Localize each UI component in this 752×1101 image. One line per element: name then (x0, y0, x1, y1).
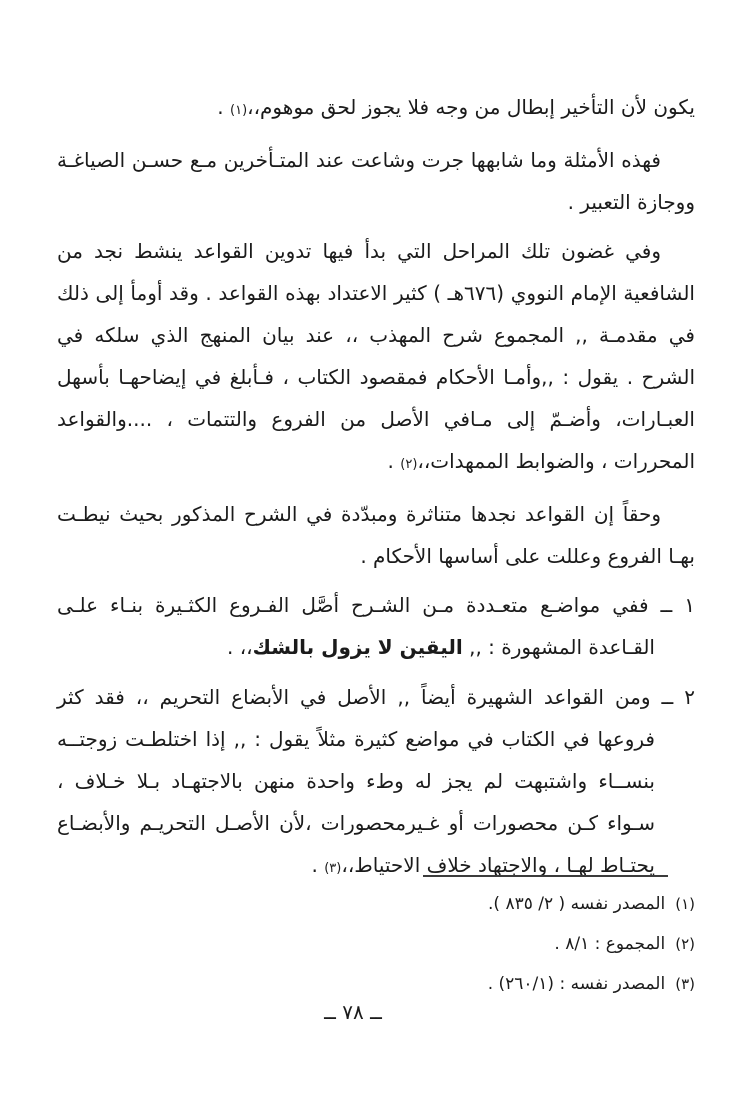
paragraph-continuation-text: يكون لأن التأخير إبطال من وجه فلا يجوز لحق موهوم،، (247, 95, 695, 119)
paragraph-nawawi (57, 230, 695, 486)
footnote-2-marker: (٢) (675, 935, 695, 953)
numbered-item-2 (57, 676, 695, 890)
bold-maxim-certainty: اليقين لا يزول بالشك (252, 635, 463, 659)
page-body (57, 86, 695, 898)
footnote-2 (55, 924, 695, 964)
paragraph-continuation-tail: . (217, 95, 230, 119)
numbered-item-2-tail: . (311, 853, 325, 877)
footnote-ref-3: (٣) (324, 861, 342, 876)
numbered-item-1 (57, 584, 695, 668)
paragraph-examples: فهذه الأمثلة وما شابهها جرت وشاعت عند المتـأخرين مـع حسـن الصياغـة ووجازة التعبير . (57, 148, 695, 214)
numbered-item-2-text: ٢ ــ ومن القواعد الشهيرة أيضاً ,, الأصل في الأبضاع التحريم ،، فقد كثر فروعها في الكتاب في مواضع كثيرة مثلاً يقول : ,, إذا اختلطـت زوجتــه بنســاء واشتبهت لم يجز له وطء واحدة منهن بالاجتهـاد بـلا خـلاف ، سـواء كـن محصورات أو غـيرمحصورات ،لأن الأصـل التحريـم والأبضـاع يحتـاط لهـا ، والاجتهاد خلاف الاحتياط،، (57, 685, 695, 877)
footnote-3-text: المصدر نفسه : (٢٦٠/١) . (487, 974, 666, 994)
footnotes-section (55, 884, 695, 1004)
numbered-item-1-text: ١ ــ ففي مواضـع متعـددة مـن الشـرح أصَّل الفـروع الكثـيرة بنـاء علـى القـاعدة المشهورة : ,, (57, 593, 695, 659)
footnote-3-marker: (٣) (675, 975, 695, 993)
footnote-1-text: المصدر نفسه ( ٢/ ٨٣٥ ). (488, 894, 666, 914)
footnote-3 (55, 964, 695, 1004)
numbered-item-1-tail: ،، . (227, 635, 253, 659)
footnote-ref-2: (٢) (400, 457, 418, 472)
footnote-2-text: المجموع : ٨/١ . (554, 934, 666, 954)
paragraph-scattered-rules: وحقاً إن القواعد نجدها متناثرة ومبدّدة في الشرح المذكور بحيث نيطـت بهـا الفروع وعللت على أساسها الأحكام . (57, 502, 695, 568)
paragraph-continuation (57, 86, 695, 132)
footnote-1-marker: (١) (675, 895, 695, 913)
page-number: ــ ٧٨ ــ (324, 1000, 382, 1024)
paragraph-nawawi-tail: . (387, 449, 401, 473)
footnote-1 (55, 884, 695, 924)
footnote-ref-1: (١) (230, 103, 248, 118)
paragraph-nawawi-text: وفي غضون تلك المراحل التي بدأ فيها تدوين القواعد ينشط نجد من الشافعية الإمام النووي (٦٧٦هـ ) كثير الاعتداد بهذه القواعد . وقد أومأ إلى ذلك في مقدمـة ,, المجموع شرح المهذب ،، عند بيان المنهج الذي سلكه في الشرح . يقول : ,,وأمـا الأحكام فمقصود الكتاب ، فـأبلغ في إيضاحهـا بأسهل العبـارات، وأضـمّ إلى مـافي الأصل من الفروع والتتمات ، ....والقواعد المحررات ، والضوابط الممهدات،، (57, 239, 695, 473)
footnote-separator (423, 875, 668, 877)
